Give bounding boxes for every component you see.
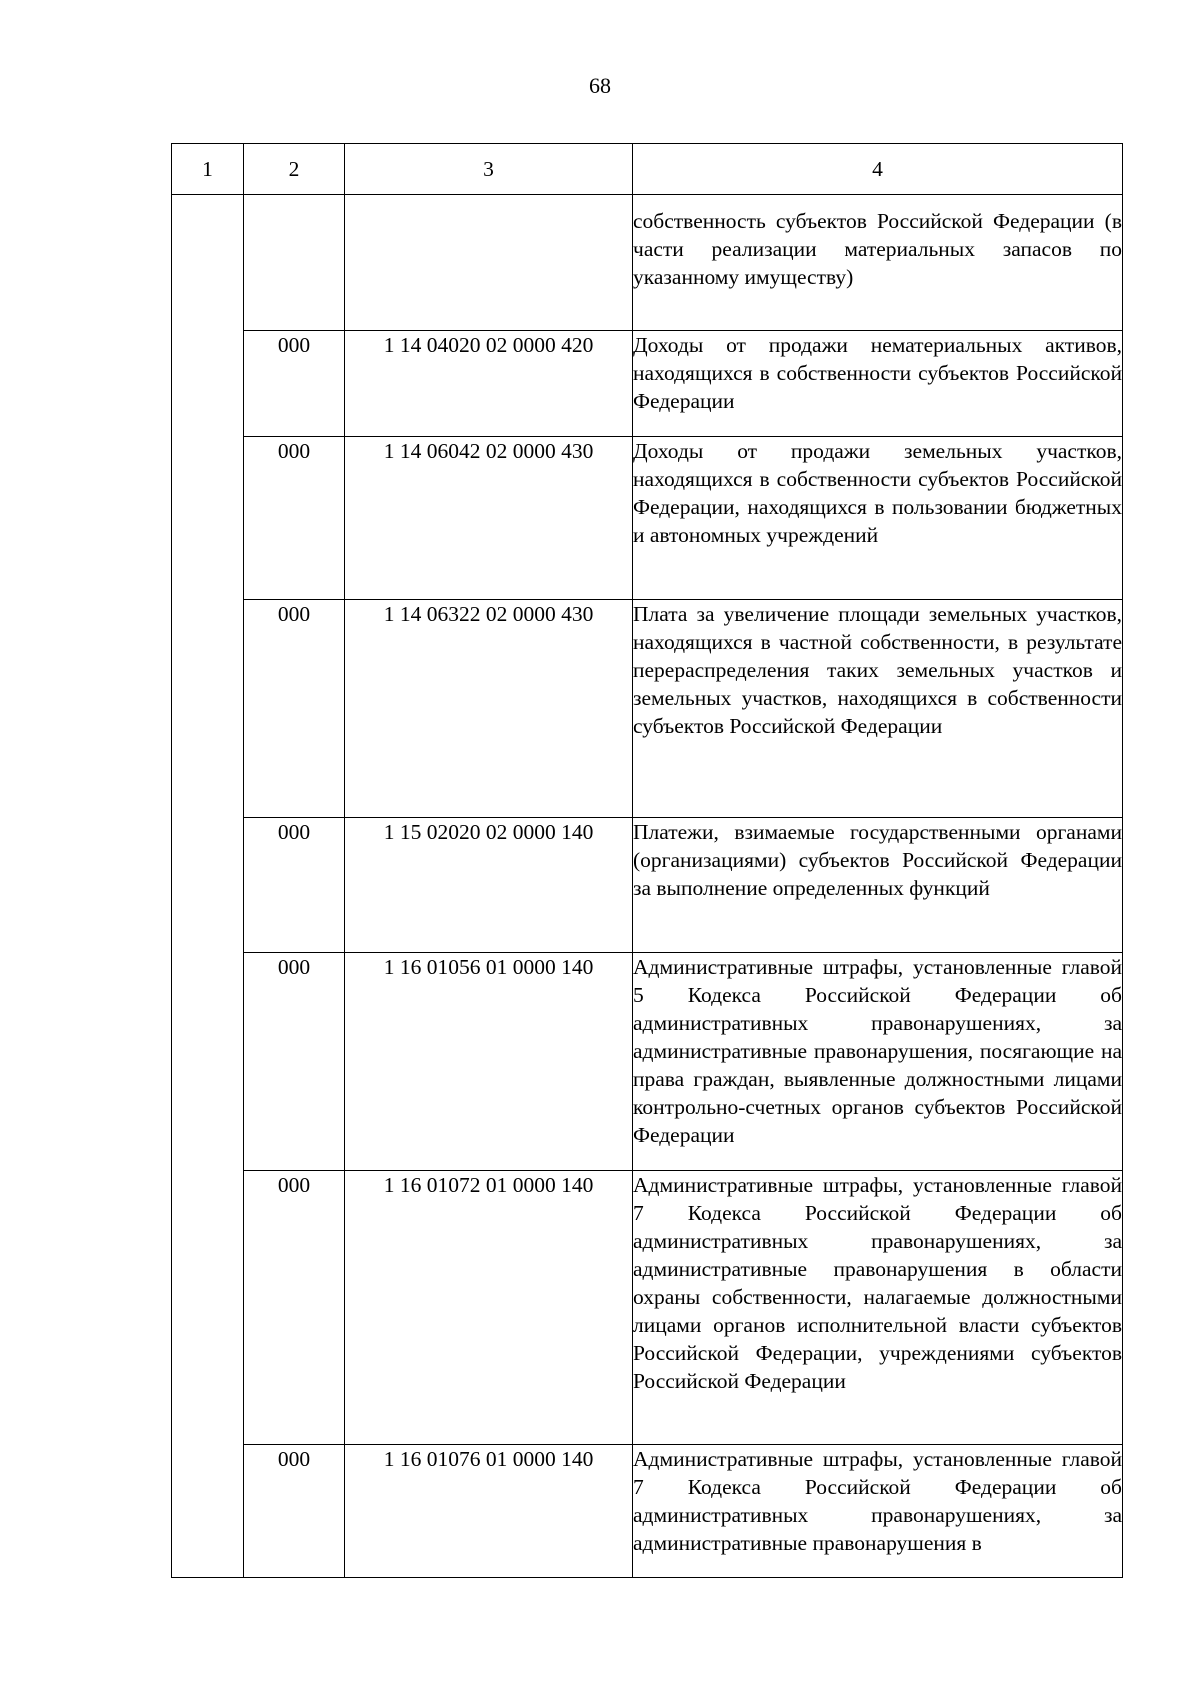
budget-code-cell: 1 16 01072 01 0000 140 [345,1171,633,1445]
budget-code-cell [345,195,633,331]
admin-code-cell: 000 [244,1445,345,1578]
budget-code-cell: 1 16 01076 01 0000 140 [345,1445,633,1578]
admin-code-cell: 000 [244,331,345,437]
admin-code-cell: 000 [244,953,345,1171]
column-1-cell [172,195,244,1578]
admin-code-cell: 000 [244,437,345,600]
revenue-description-cell: Платежи, взимаемые государственными органами (организациями) субъектов Российской Федерации за выполнение определенных функций [633,818,1123,953]
revenue-description-cell: Плата за увеличение площади земельных участков, находящихся в частной собственности, в результате перераспределения таких земельных участков и земельных участков, находящихся в собственности субъектов Российской Федерации [633,600,1123,818]
table-row [172,1171,1123,1445]
page-number: 68 [589,73,611,98]
budget-code-cell: 1 14 06322 02 0000 430 [345,600,633,818]
budget-code-cell: 1 14 06042 02 0000 430 [345,437,633,600]
table-row [172,331,1123,437]
revenue-description-cell: Административные штрафы, установленные главой 7 Кодекса Российской Федерации об административных правонарушениях, за административные правонарушения в [633,1445,1123,1578]
column-header-1: 1 [172,144,244,195]
admin-code-cell: 000 [244,1171,345,1445]
table-row [172,437,1123,600]
revenue-description-cell: Административные штрафы, установленные главой 7 Кодекса Российской Федерации об административных правонарушениях, за административные правонарушения в области охраны собственности, налагаемые должностными лицами органов исполнительной власти субъектов Российской Федерации, учреждениями субъектов Российской Федерации [633,1171,1123,1445]
revenue-description-cell: Доходы от продажи земельных участков, находящихся в собственности субъектов Российской Федерации, находящихся в пользовании бюджетных и автономных учреждений [633,437,1123,600]
column-header-4: 4 [633,144,1123,195]
table-body [172,195,1123,1578]
revenue-description-cell: Доходы от продажи нематериальных активов, находящихся в собственности субъектов Российской Федерации [633,331,1123,437]
revenue-description-cell: собственность субъектов Российской Федерации (в части реализации материальных запасов по указанному имуществу) [633,195,1123,331]
revenue-description-cell: Административные штрафы, установленные главой 5 Кодекса Российской Федерации об административных правонарушениях, за административные правонарушения, посягающие на права граждан, выявленные должностными лицами контрольно-счетных органов субъектов Российской Федерации [633,953,1123,1171]
admin-code-cell [244,195,345,331]
table-row [172,953,1123,1171]
revenue-codes-table [171,143,1123,1578]
table-row [172,195,1123,331]
admin-code-cell: 000 [244,600,345,818]
admin-code-cell: 000 [244,818,345,953]
table-row [172,600,1123,818]
budget-code-cell: 1 15 02020 02 0000 140 [345,818,633,953]
table-header-row [172,144,1123,195]
column-header-2: 2 [244,144,345,195]
column-header-3: 3 [345,144,633,195]
budget-code-cell: 1 16 01056 01 0000 140 [345,953,633,1171]
budget-code-cell: 1 14 04020 02 0000 420 [345,331,633,437]
table-row [172,818,1123,953]
table-row [172,1445,1123,1578]
